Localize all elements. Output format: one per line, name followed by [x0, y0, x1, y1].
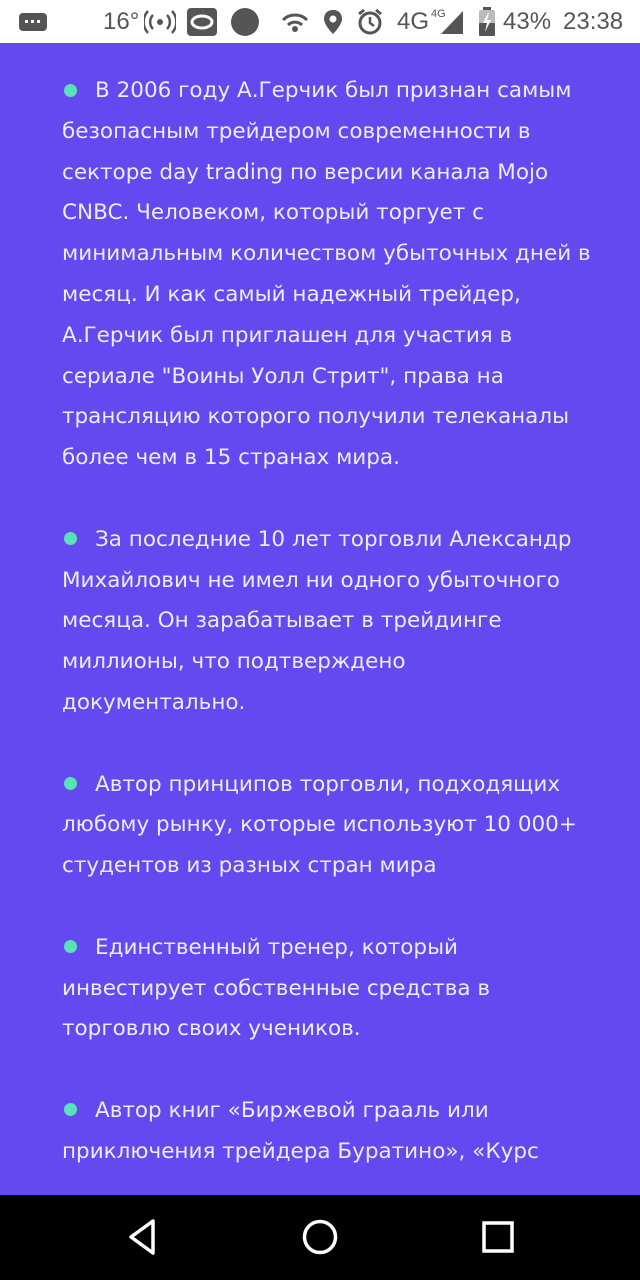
network-small-text: 4G: [431, 7, 446, 20]
signal-icon: [440, 0, 464, 43]
location-icon: [323, 0, 343, 43]
back-icon[interactable]: [121, 1215, 165, 1259]
list-item-text: Автор принципов торговли, подходящих любому рынку, которые используют 10 000+ студентов из разных стран мира: [62, 771, 577, 879]
list-item-text: Единственный тренер, который инвестирует собственные средства в торговлю своих учеников.: [62, 934, 491, 1042]
battery-icon: [478, 0, 496, 43]
achievements-list: [62, 71, 592, 1195]
list-item-text: За последние 10 лет торговли Александр Михайлович не имел ни одного убыточного месяца. Он зарабатывает в трейдинге миллионы, что подтверждено документально.: [62, 526, 572, 715]
list-item: [62, 520, 592, 724]
list-item-text: В 2006 году А.Герчик был признан самым безопасным трейдером современности в секторе day trading по версии канала Mojo CNBC. Человеком, который торгует с минимальным количеством убыточных дней в месяц. И как самый надежный трейдер, А.Герчик был приглашен для участия в сериале "Воины Уолл Стрит", права на трансляцию которого получили телеканалы более чем в 15 странах мира.: [62, 78, 591, 471]
bullet-icon: [64, 777, 77, 790]
recents-icon[interactable]: [476, 1215, 520, 1259]
bullet-icon: [64, 940, 77, 953]
battery-percent-text: 43%: [503, 7, 552, 35]
network-type-text: 4G: [397, 7, 430, 35]
list-item: [62, 1091, 592, 1173]
circle-icon: [230, 0, 260, 43]
home-icon[interactable]: [298, 1215, 342, 1259]
list-item: [62, 928, 592, 1050]
notification-icon: [18, 0, 48, 43]
list-item-text: Автор книг «Биржевой грааль или приключения трейдера Буратино», «Курс: [62, 1097, 539, 1164]
hotspot-icon: [144, 0, 176, 43]
clock-text: 23:38: [563, 7, 624, 35]
bullet-icon: [64, 1103, 77, 1116]
navigation-bar: [0, 1195, 640, 1280]
vr-icon: [186, 0, 218, 43]
list-item: [62, 71, 592, 479]
status-bar: [0, 0, 640, 43]
alarm-icon: [356, 0, 384, 43]
wifi-icon: [280, 0, 310, 43]
bullet-icon: [64, 532, 77, 545]
temperature-text: 16°: [103, 7, 140, 35]
list-item: [62, 765, 592, 887]
bullet-icon: [64, 84, 77, 97]
page-content[interactable]: [0, 43, 640, 1195]
